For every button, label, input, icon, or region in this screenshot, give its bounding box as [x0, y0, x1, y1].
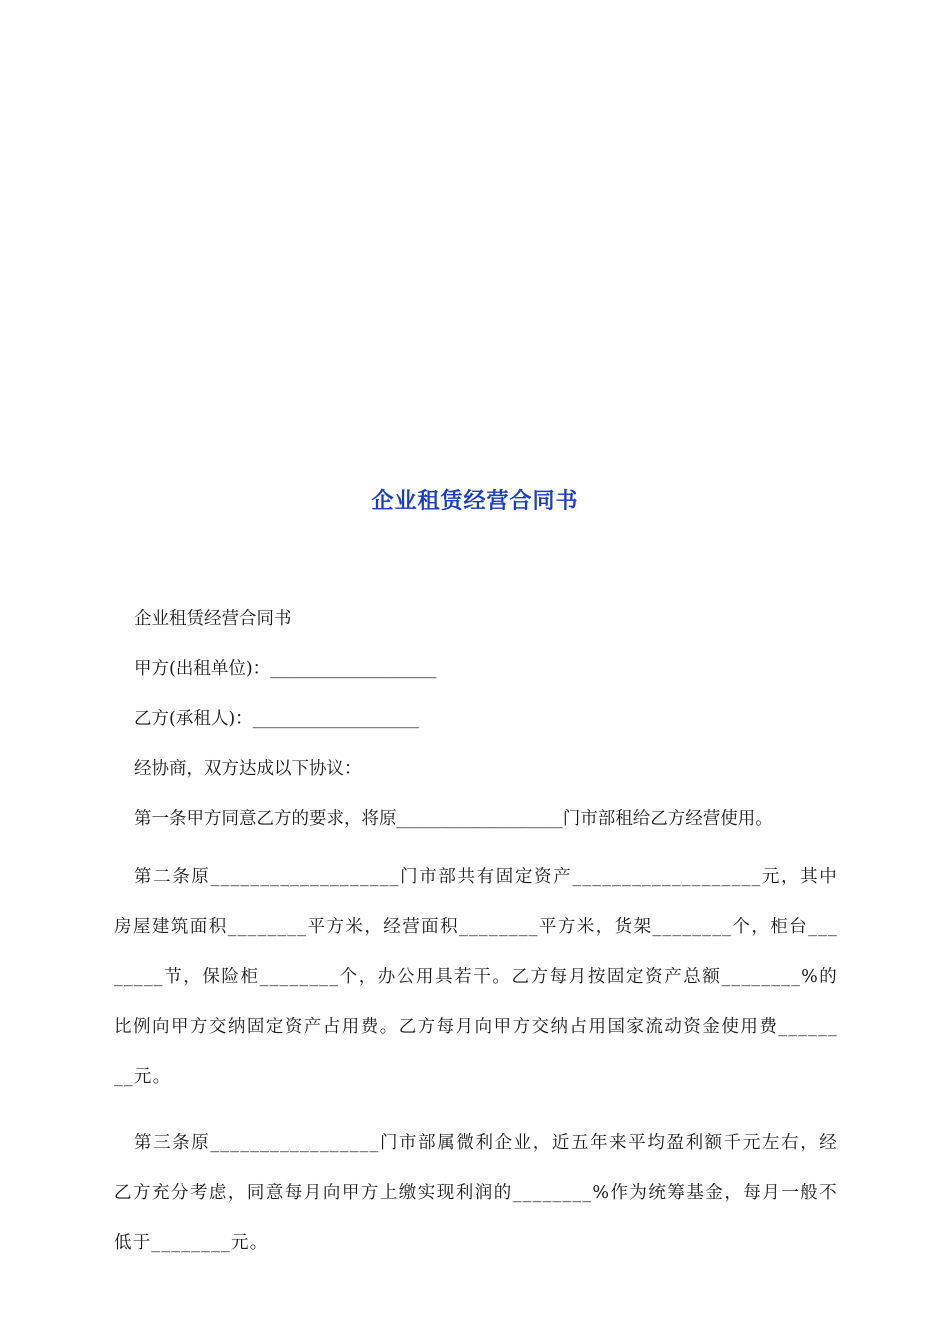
document-title: 企业租赁经营合同书 [371, 488, 579, 514]
paragraph-article-3: 第三条原_________________门市部属微利企业，近五年来平均盈利额千元左右，经乙方充分考虑，同意每月向甲方上缴实现利润的________%作为统筹基金，每月一般不低于________元。 [114, 1133, 838, 1253]
document-body [114, 602, 838, 1268]
paragraph-agreement-intro: 经协商，双方达成以下协议： [134, 759, 362, 779]
paragraph-article-1: 第一条甲方同意乙方的要求，将原___________________门市部租给乙方经营使用。 [134, 809, 773, 829]
paragraph-article-2: 第二条原___________________门市部共有固定资产___________________元，其中房屋建筑面积________平方米，经营面积________平方米，货架________个，柜台________节，保险柜________个，办公用具若干。乙方每月按固定资产总额________%的比例向甲方交纳固定资产占用费。乙方每月向甲方交纳占用国家流动资金使用费________元。 [114, 867, 838, 1087]
paragraph-party-a: 甲方(出租单位)：___________________ [134, 659, 437, 679]
paragraph-heading: 企业租赁经营合同书 [134, 609, 292, 629]
paragraph-party-b: 乙方(承租人)：___________________ [134, 709, 419, 729]
